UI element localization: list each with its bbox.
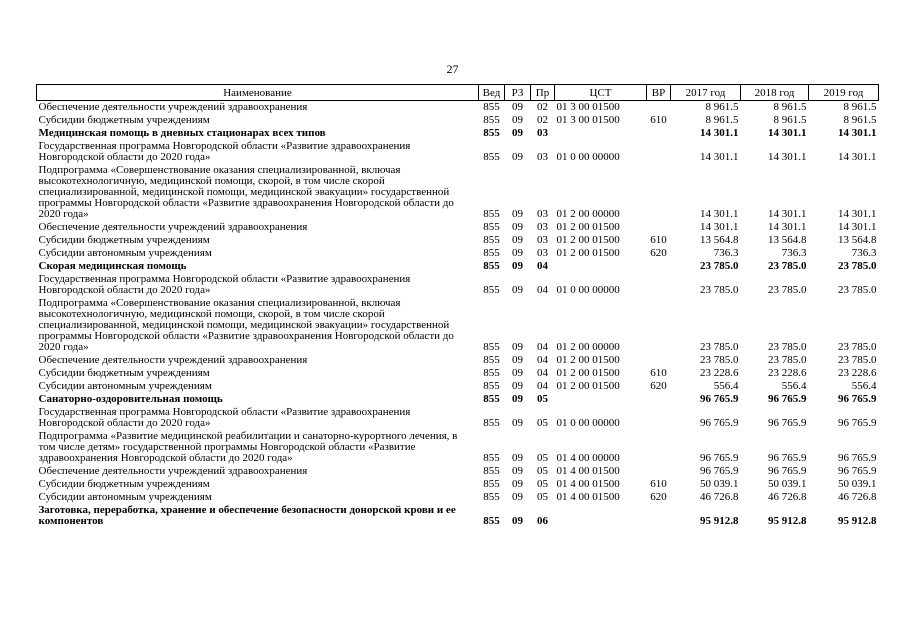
row-cst: 01 4 00 01500 [556,465,620,477]
row-name: Подпрограмма «Совершенствование оказания специализированной, включая высокотехнологичную, медицинской помощи, скорой, в том числе скорой специализированной, медицинской помощи, медицинской эвакуации» государственной программы Новгородской области «Развитие здравоохранения Новгородской области до 2020 года» [38,164,454,220]
row-amount-2019: 95 912.8 [838,515,877,527]
row-pr: 04 [537,367,548,379]
row-amount-2017: 96 765.9 [700,417,739,429]
table-row [37,101,879,115]
row-amount-2018: 13 564.8 [768,234,807,246]
row-name: Обеспечение деятельности учреждений здравоохранения [38,221,308,233]
table-row [37,164,879,221]
row-cst: 01 2 00 00000 [556,208,620,220]
header-row [37,85,879,101]
table-body [37,101,879,529]
row-vr [647,430,671,465]
row-rz: 09 [512,380,523,392]
row-rz: 09 [512,417,523,429]
row-ved: 855 [483,127,500,139]
row-amount-2019: 96 765.9 [838,452,877,464]
row-cst [555,127,647,140]
row-amount-2019: 96 765.9 [838,393,877,405]
row-amount-2018: 95 912.8 [768,515,807,527]
row-ved: 855 [483,284,500,296]
table-row [37,127,879,140]
row-vr [647,127,671,140]
row-cst: 01 2 00 01500 [556,380,620,392]
row-ved: 855 [483,515,500,527]
row-amount-2018: 8 961.5 [773,114,807,126]
row-amount-2017: 14 301.1 [700,208,739,220]
table-row [37,273,879,297]
row-rz: 09 [512,247,523,259]
row-rz: 09 [512,114,523,126]
row-cst [555,260,647,273]
row-vr [647,140,671,164]
row-cst: 01 2 00 00000 [556,341,620,353]
row-ved: 855 [483,491,500,503]
row-cst: 01 4 00 01500 [556,491,620,503]
row-rz: 09 [512,452,523,464]
row-rz: 09 [512,208,523,220]
row-name: Государственная программа Новгородской области «Развитие здравоохранения Новгородской области до 2020 года» [38,273,411,296]
row-ved: 855 [483,341,500,353]
row-amount-2017: 96 765.9 [700,452,739,464]
row-ved: 855 [483,367,500,379]
row-amount-2019: 736.3 [851,247,877,259]
row-amount-2019: 23 228.6 [838,367,877,379]
row-amount-2017: 14 301.1 [700,221,739,233]
row-amount-2018: 23 785.0 [768,284,807,296]
row-name: Субсидии бюджетным учреждениям [38,367,210,379]
row-vr: 620 [650,380,667,392]
row-amount-2017: 50 039.1 [700,478,739,490]
table-row [37,354,879,367]
table-row [37,491,879,504]
row-amount-2019: 556.4 [851,380,877,392]
row-vr [647,465,671,478]
row-cst [555,393,647,406]
row-amount-2017: 556.4 [713,380,739,392]
row-rz: 09 [512,491,523,503]
row-amount-2017: 23 785.0 [700,284,739,296]
row-pr: 03 [537,221,548,233]
row-rz: 09 [512,393,523,405]
row-cst: 01 3 00 01500 [556,114,620,126]
row-name: Государственная программа Новгородской области «Развитие здравоохранения Новгородской области до 2020 года» [38,140,411,163]
row-amount-2019: 23 785.0 [838,260,877,272]
row-pr: 04 [537,354,548,366]
row-name: Обеспечение деятельности учреждений здравоохранения [38,465,308,477]
header-name: Наименование [37,85,479,101]
row-amount-2019: 8 961.5 [843,114,877,126]
row-ved: 855 [483,354,500,366]
row-amount-2018: 23 785.0 [768,260,807,272]
row-pr: 06 [537,515,548,527]
row-rz: 09 [512,341,523,353]
row-name: Санаторно-оздоровительная помощь [38,393,223,405]
row-cst: 01 2 00 01500 [556,367,620,379]
row-name: Субсидии бюджетным учреждениям [38,478,210,490]
row-cst: 01 4 00 01500 [556,478,620,490]
row-amount-2017: 96 765.9 [700,393,739,405]
row-amount-2017: 23 228.6 [700,367,739,379]
row-rz: 09 [512,234,523,246]
row-amount-2017: 13 564.8 [700,234,739,246]
row-cst: 01 0 00 00000 [556,284,620,296]
row-amount-2017: 8 961.5 [705,114,739,126]
table-row [37,221,879,234]
row-vr: 620 [650,247,667,259]
row-amount-2019: 14 301.1 [838,208,877,220]
row-pr: 03 [537,151,548,163]
row-amount-2018: 46 726.8 [768,491,807,503]
row-amount-2018: 23 228.6 [768,367,807,379]
row-vr: 620 [650,491,667,503]
row-pr: 05 [537,452,548,464]
row-amount-2018: 96 765.9 [768,452,807,464]
row-pr: 04 [537,341,548,353]
table-row [37,247,879,260]
row-amount-2019: 8 961.5 [843,101,877,113]
table-row [37,114,879,127]
table-row [37,380,879,393]
row-ved: 855 [483,208,500,220]
row-name: Подпрограмма «Совершенствование оказания специализированной, включая высокотехнологичную, медицинской помощи, скорой, в том числе скорой специализированной, медицинской помощи, медицинской эвакуации» государственной программы Новгородской области «Развитие здравоохранения Новгородской области до 2020 года» [38,297,454,353]
row-pr: 04 [537,284,548,296]
row-name: Обеспечение деятельности учреждений здравоохранения [38,101,308,113]
row-amount-2019: 14 301.1 [838,127,877,139]
row-rz: 09 [512,101,523,113]
table-row [37,478,879,491]
row-cst: 01 2 00 01500 [556,247,620,259]
row-name: Субсидии бюджетным учреждениям [38,234,210,246]
header-2018: 2018 год [741,85,809,101]
row-ved: 855 [483,478,500,490]
row-rz: 09 [512,515,523,527]
row-cst: 01 4 00 00000 [556,452,620,464]
row-ved: 855 [483,452,500,464]
table-row [37,406,879,430]
row-amount-2017: 23 785.0 [700,341,739,353]
row-ved: 855 [483,234,500,246]
row-name: Государственная программа Новгородской области «Развитие здравоохранения Новгородской области до 2020 года» [38,406,411,429]
table-row [37,297,879,354]
row-rz: 09 [512,465,523,477]
row-vr: 610 [650,478,667,490]
row-vr: 610 [650,114,667,126]
row-pr: 05 [537,491,548,503]
row-pr: 05 [537,465,548,477]
row-amount-2019: 23 785.0 [838,354,877,366]
row-amount-2019: 96 765.9 [838,465,877,477]
table-row [37,430,879,465]
row-amount-2019: 14 301.1 [838,151,877,163]
row-name: Субсидии автономным учреждениям [38,247,212,259]
row-ved: 855 [483,393,500,405]
row-amount-2018: 23 785.0 [768,354,807,366]
row-name: Субсидии автономным учреждениям [38,491,212,503]
row-pr: 02 [537,114,548,126]
row-amount-2019: 96 765.9 [838,417,877,429]
row-vr [647,221,671,234]
page-number: 27 [446,62,459,76]
row-name: Заготовка, переработка, хранение и обеспечение безопасности донорской крови и ее компонентов [38,504,456,527]
row-cst: 01 2 00 01500 [556,354,620,366]
row-amount-2019: 46 726.8 [838,491,877,503]
header-cst: ЦСТ [555,85,647,101]
row-rz: 09 [512,478,523,490]
row-ved: 855 [483,465,500,477]
row-amount-2017: 8 961.5 [705,101,739,113]
row-ved: 855 [483,260,500,272]
row-amount-2018: 8 961.5 [773,101,807,113]
row-name: Субсидии автономным учреждениям [38,380,212,392]
row-pr: 04 [537,260,548,272]
row-pr: 05 [537,417,548,429]
row-ved: 855 [483,380,500,392]
row-amount-2018: 96 765.9 [768,417,807,429]
budget-table [36,84,879,528]
row-amount-2018: 14 301.1 [768,221,807,233]
row-amount-2017: 23 785.0 [700,354,739,366]
row-amount-2017: 14 301.1 [700,127,739,139]
row-vr [647,393,671,406]
table-row [37,465,879,478]
row-amount-2018: 23 785.0 [768,341,807,353]
row-pr: 02 [537,101,548,113]
row-amount-2018: 14 301.1 [768,151,807,163]
row-ved: 855 [483,151,500,163]
row-amount-2018: 14 301.1 [768,127,807,139]
row-amount-2017: 23 785.0 [700,260,739,272]
row-name: Подпрограмма «Развитие медицинской реабилитации и санаторно-курортного лечения, в том числе детям» государственной программы Новгородской области «Развитие здравоохранения Новгородской области до 2020 года» [38,430,458,464]
row-rz: 09 [512,367,523,379]
row-vr [647,297,671,354]
row-cst: 01 2 00 01500 [556,234,620,246]
table-row [37,393,879,406]
row-amount-2018: 50 039.1 [768,478,807,490]
row-amount-2019: 23 785.0 [838,284,877,296]
row-amount-2018: 96 765.9 [768,393,807,405]
row-name: Скорая медицинская помощь [38,260,187,272]
row-ved: 855 [483,221,500,233]
row-cst [555,504,647,528]
row-vr [647,273,671,297]
row-ved: 855 [483,101,500,113]
row-vr [647,164,671,221]
header-rz: РЗ [505,85,531,101]
row-vr [647,101,671,115]
header-ved: Вед [479,85,505,101]
table-row [37,260,879,273]
row-cst: 01 0 00 00000 [556,417,620,429]
row-pr: 03 [537,127,548,139]
table-row [37,367,879,380]
row-name: Обеспечение деятельности учреждений здравоохранения [38,354,308,366]
row-rz: 09 [512,260,523,272]
row-vr [647,260,671,273]
row-pr: 05 [537,393,548,405]
row-amount-2018: 736.3 [781,247,807,259]
header-2019: 2019 год [809,85,879,101]
row-amount-2018: 14 301.1 [768,208,807,220]
row-rz: 09 [512,354,523,366]
row-ved: 855 [483,247,500,259]
row-name: Медицинская помощь в дневных стационарах всех типов [38,127,326,139]
table-header [37,85,879,101]
row-vr [647,406,671,430]
row-rz: 09 [512,151,523,163]
row-pr: 04 [537,380,548,392]
row-cst: 01 2 00 01500 [556,221,620,233]
row-amount-2019: 50 039.1 [838,478,877,490]
table-row [37,140,879,164]
row-pr: 05 [537,478,548,490]
row-pr: 03 [537,208,548,220]
row-amount-2019: 13 564.8 [838,234,877,246]
table-row [37,234,879,247]
row-ved: 855 [483,114,500,126]
row-rz: 09 [512,284,523,296]
row-amount-2018: 96 765.9 [768,465,807,477]
row-amount-2017: 96 765.9 [700,465,739,477]
row-amount-2017: 95 912.8 [700,515,739,527]
row-vr [647,504,671,528]
row-vr: 610 [650,367,667,379]
row-amount-2017: 14 301.1 [700,151,739,163]
row-amount-2019: 23 785.0 [838,341,877,353]
header-vr: ВР [647,85,671,101]
header-pr: Пр [531,85,555,101]
row-ved: 855 [483,417,500,429]
table-row [37,504,879,528]
row-pr: 03 [537,234,548,246]
row-vr: 610 [650,234,667,246]
row-amount-2018: 556.4 [781,380,807,392]
row-amount-2019: 14 301.1 [838,221,877,233]
row-cst: 01 0 00 00000 [556,151,620,163]
row-rz: 09 [512,127,523,139]
header-2017: 2017 год [671,85,741,101]
row-rz: 09 [512,221,523,233]
row-amount-2017: 736.3 [713,247,739,259]
row-vr [647,354,671,367]
row-name: Субсидии бюджетным учреждениям [38,114,210,126]
row-amount-2017: 46 726.8 [700,491,739,503]
row-pr: 03 [537,247,548,259]
row-cst: 01 3 00 01500 [556,101,620,113]
